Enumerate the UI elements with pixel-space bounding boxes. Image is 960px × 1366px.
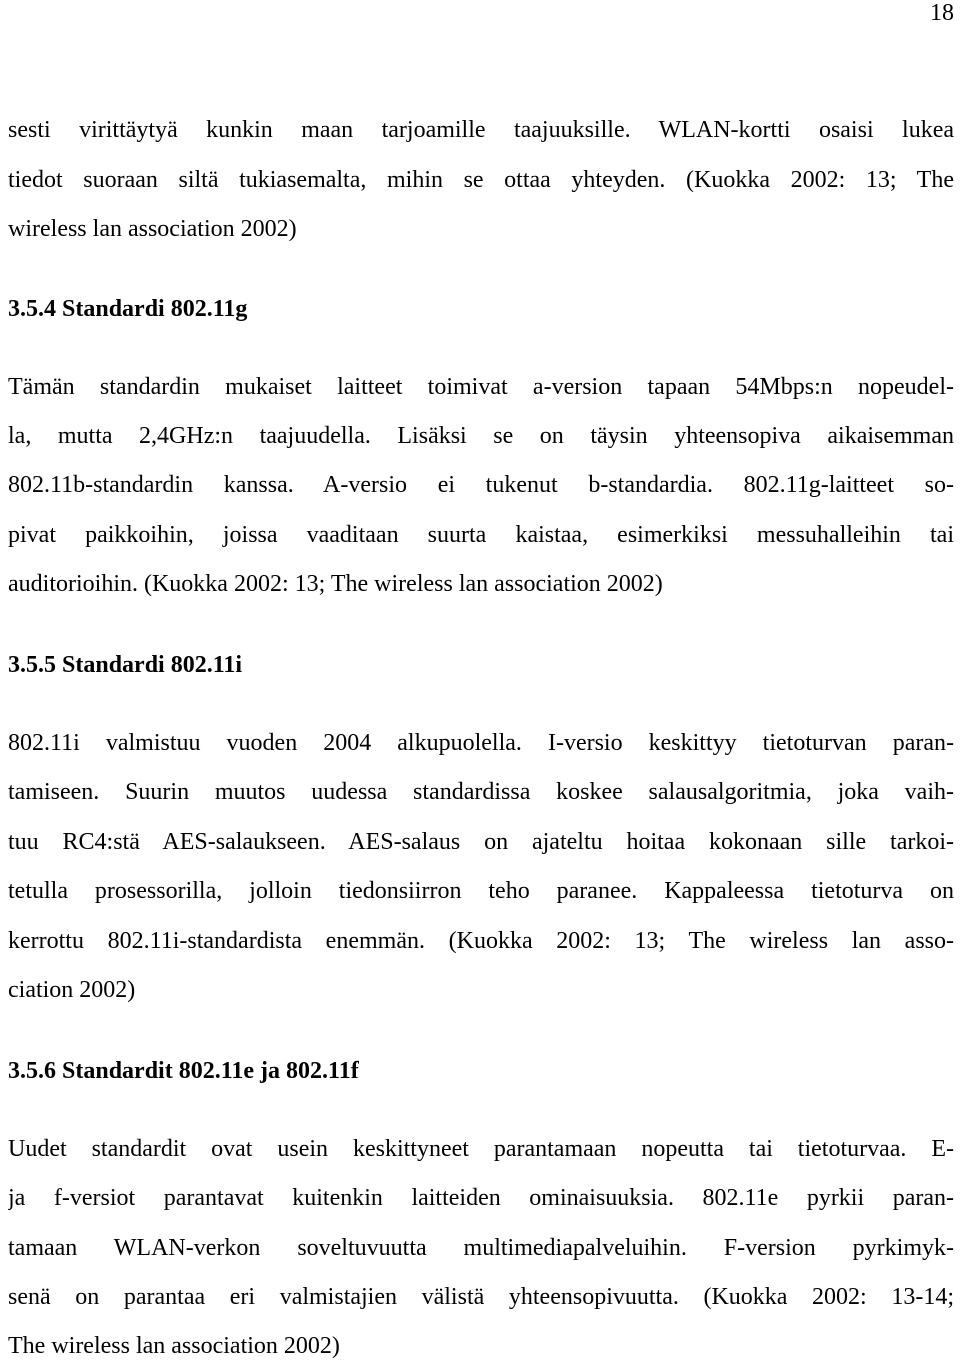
text-line: ciation 2002) (8, 977, 136, 1003)
text-line: tetulla prosessorilla, jolloin tiedonsiirron teho paranee. Kappaleessa tietoturva on (8, 878, 954, 904)
text-line: sesti virittäytyä kunkin maan tarjoamille taajuuksille. WLAN-kortti osaisi lukea (8, 117, 954, 143)
text-line: auditorioihin. (Kuokka 2002: 13; The wireless lan association 2002) (8, 571, 663, 597)
text-line: The wireless lan association 2002) (8, 1333, 340, 1359)
section-heading: 3.5.6 Standardit 802.11e ja 802.11f (8, 1058, 359, 1084)
section-heading: 3.5.5 Standardi 802.11i (8, 652, 243, 678)
text-line: la, mutta 2,4GHz:n taajuudella. Lisäksi se on täysin yhteensopiva aikaisemman (8, 423, 954, 449)
page-number: 18 (930, 0, 954, 26)
text-line: tiedot suoraan siltä tukiasemalta, mihin se ottaa yhteyden. (Kuokka 2002: 13; The (8, 167, 954, 193)
text-line: Uudet standardit ovat usein keskittyneet parantamaan nopeutta tai tietoturvaa. E- (8, 1136, 954, 1162)
text-line: tuu RC4:stä AES-salaukseen. AES-salaus on ajateltu hoitaa kokonaan sille tarkoi- (8, 829, 954, 855)
text-line: pivat paikkoihin, joissa vaaditaan suurta kaistaa, esimerkiksi messuhalleihin tai (8, 522, 954, 548)
text-line: tamaan WLAN-verkon soveltuvuutta multimediapalveluihin. F-version pyrkimyk- (8, 1235, 954, 1261)
section-heading: 3.5.4 Standardi 802.11g (8, 296, 248, 322)
text-line: Tämän standardin mukaiset laitteet toimivat a-version tapaan 54Mbps:n nopeudel- (8, 374, 954, 400)
text-line: wireless lan association 2002) (8, 216, 297, 242)
text-line: senä on parantaa eri valmistajien välistä yhteensopivuutta. (Kuokka 2002: 13-14; (8, 1284, 954, 1310)
text-line: 802.11b-standardin kanssa. A-versio ei tukenut b-standardia. 802.11g-laitteet so- (8, 472, 954, 498)
text-line: tamiseen. Suurin muutos uudessa standardissa koskee salausalgoritmia, joka vaih- (8, 779, 954, 805)
text-line: ja f-versiot parantavat kuitenkin laitteiden ominaisuuksia. 802.11e pyrkii paran- (8, 1185, 954, 1211)
text-line: 802.11i valmistuu vuoden 2004 alkupuolella. I-versio keskittyy tietoturvan paran- (8, 730, 954, 756)
text-line: kerrottu 802.11i-standardista enemmän. (Kuokka 2002: 13; The wireless lan asso- (8, 928, 954, 954)
